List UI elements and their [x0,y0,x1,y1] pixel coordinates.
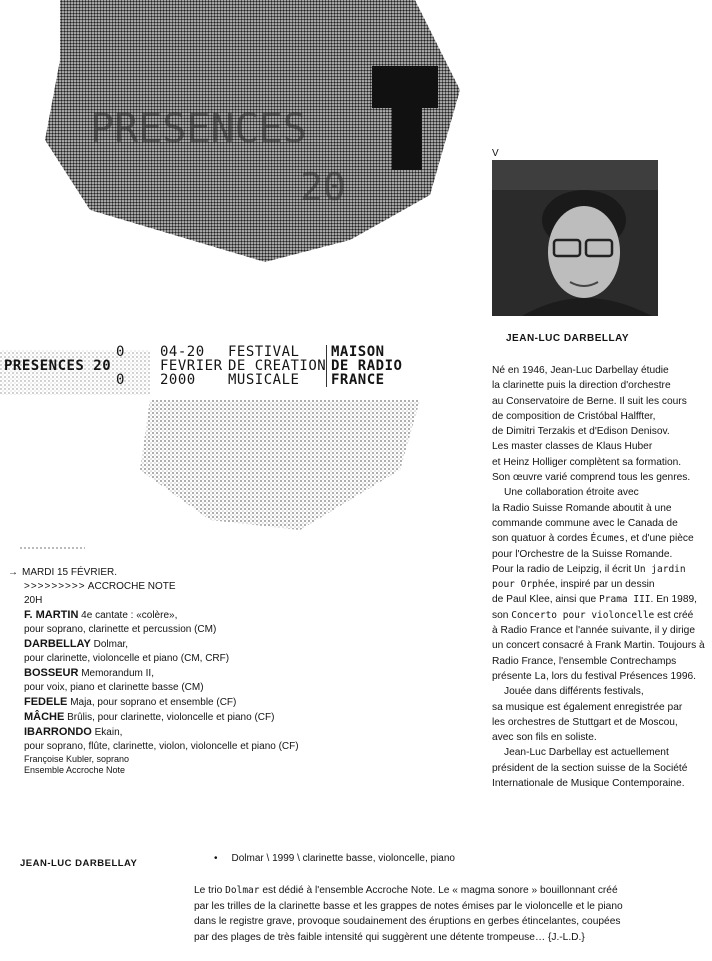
bio-line: présente La, lors du festival Présences 1996. [492,670,696,682]
program-performer: Ensemble Accroche Note [24,765,126,775]
program-item-detail: pour clarinette, violoncelle et piano (CM, CRF) [24,653,230,664]
bio-line: la Radio Suisse Romande aboutit à une [492,502,672,514]
note-line: par les trilles de la clarinette basse et les grappes de notes émises par le violoncelle et le piano [194,900,623,912]
program-item: F. MARTIN 4e cantate : «colère», [24,609,178,621]
program-item-detail: pour voix, piano et clarinette basse (CM) [24,682,204,693]
bio-line: et Heinz Holliger complètent sa formation. [492,456,682,468]
note-line: dans le registre grave, provoque soudainement des éruptions en gerbes étincelantes, coupées [194,916,621,927]
bio-line: Né en 1946, Jean-Luc Darbellay étudie [492,365,669,376]
bio-line: Son œuvre varié comprend tous les genres. [492,472,691,484]
program-item-detail: pour soprano, clarinette et percussion (CM) [24,624,217,635]
work-title-orphee: pour Orphée [492,579,555,591]
bio-line: président de la section suisse de la Société [492,762,688,774]
program-composer: FEDELE [24,696,68,708]
concert-program [8,566,428,776]
bio-line: commande commune avec le Canada de [492,517,678,529]
program-composer: F. MARTIN [24,609,79,621]
note-composer-name: JEAN-LUC DARBELLAY [20,858,138,869]
logo-t-stem [392,108,422,170]
program-performer: Françoise Kubler, soprano [24,754,130,764]
bio-line: de Paul Klee, ainsi que Prama III. En 1989, [492,594,697,606]
bio-composer-name: JEAN-LUC DARBELLAY [506,333,630,344]
banner-festival-type: FESTIVAL DE CREATION MUSICALE [228,344,327,388]
note-line: par des plages de très faible intensité qui suggèrent une détente trompeuse… {J.-L.D.} [194,931,585,943]
program-composer: DARBELLAY [24,638,91,650]
work-title-dolmar: Dolmar [225,885,260,896]
program-note [194,883,694,945]
logo-faded-number: 20 [300,165,346,209]
program-item: IBARRONDO Ekain, [24,726,123,738]
composer-portrait [492,160,658,316]
bio-line: Les master classes de Klaus Huber [492,441,653,453]
festival-banner [0,345,420,401]
bio-line: Jouée dans différents festivals, [504,686,644,698]
bio-line: Jean-Luc Darbellay est actuellement [504,747,669,759]
program-item: FEDELE Maja, pour soprano et ensemble (CF) [24,696,237,708]
bio-line: avec son fils en soliste. [492,732,597,744]
composer-biography [492,363,712,791]
logo-faded-word: PRESENCES [90,106,307,152]
program-item: MÂCHE Brûlis, pour clarinette, violoncelle et piano (CF) [24,711,275,723]
program-composer: IBARRONDO [24,726,92,738]
work-title-concerto: Concerto pour violoncelle [511,609,655,621]
bio-line: Pour la radio de Leipzig, il écrit Un jardin [492,563,686,575]
banner-maison: MAISON DE RADIO FRANCE [326,345,402,387]
bio-line: pour l'Orchestre de la Suisse Romande. [492,548,673,560]
program-item-detail: pour soprano, flûte, clarinette, violon, violoncelle et piano (CF) [24,741,299,752]
bio-line: Radio France, l'ensemble Contrechamps [492,655,677,667]
program-composer: BOSSEUR [24,667,79,679]
bio-line: les orchestres de Stuttgart et de Moscou, [492,716,678,728]
program-time: 20H [24,595,43,606]
program-composer: MÂCHE [24,711,65,723]
logo-t-block [372,66,438,108]
program-date: → MARDI 15 FÉVRIER. [8,567,118,578]
bio-line: pour Orphée, inspiré par un dessin [492,579,655,591]
bio-line: son quatuor à cordes Écumes, et d'une pièce [492,533,694,545]
portrait-mark: V [492,148,499,159]
bio-line: Internationale de Musique Contemporaine. [492,778,685,790]
note-line: Le trio Dolmar est dédié à l'ensemble Accroche Note. Le « magma sonore » bouillonnant créé [194,885,618,896]
bio-line: à Radio France et l'année suivante, il y dirige [492,625,695,637]
work-title-jardin: Un jardin [634,563,686,575]
bio-line: au Conservatoire de Berne. Il suit les cours [492,395,687,407]
banner-festival-name: PRESENCES 20 [4,358,112,374]
program-item: BOSSEUR Memorandum II, [24,667,154,679]
bio-line: de composition de Cristóbal Halffter, [492,410,656,422]
bio-line: sa musique est également enregistrée par [492,701,683,713]
speckled-band [140,400,420,530]
bio-line: un concert consacré à Frank Martin. Toujours à [492,640,705,652]
banner-digits: 0 0 [116,344,125,388]
work-line: • Dolmar \ 1999 \ clarinette basse, violoncelle, piano [214,853,455,864]
bio-line: son Concerto pour violoncelle est créé [492,609,694,621]
work-title-prama: Prama III [599,594,651,606]
portrait-photo [492,160,658,316]
work-title-la: La [534,670,546,682]
bio-line: de Dimitri Terzakis et d'Edison Denisov. [492,426,670,438]
banner-dates: 04-20 FEVRIER 2000 [160,344,223,388]
bio-line: la clarinette puis la direction d'orchestre [492,380,671,392]
program-item: DARBELLAY Dolmar, [24,638,129,650]
work-title-ecumes: Écumes [590,533,625,545]
bio-line: Une collaboration étroite avec [504,487,639,499]
program-series: >>>>>>>>> ACCROCHE NOTE [24,581,176,592]
